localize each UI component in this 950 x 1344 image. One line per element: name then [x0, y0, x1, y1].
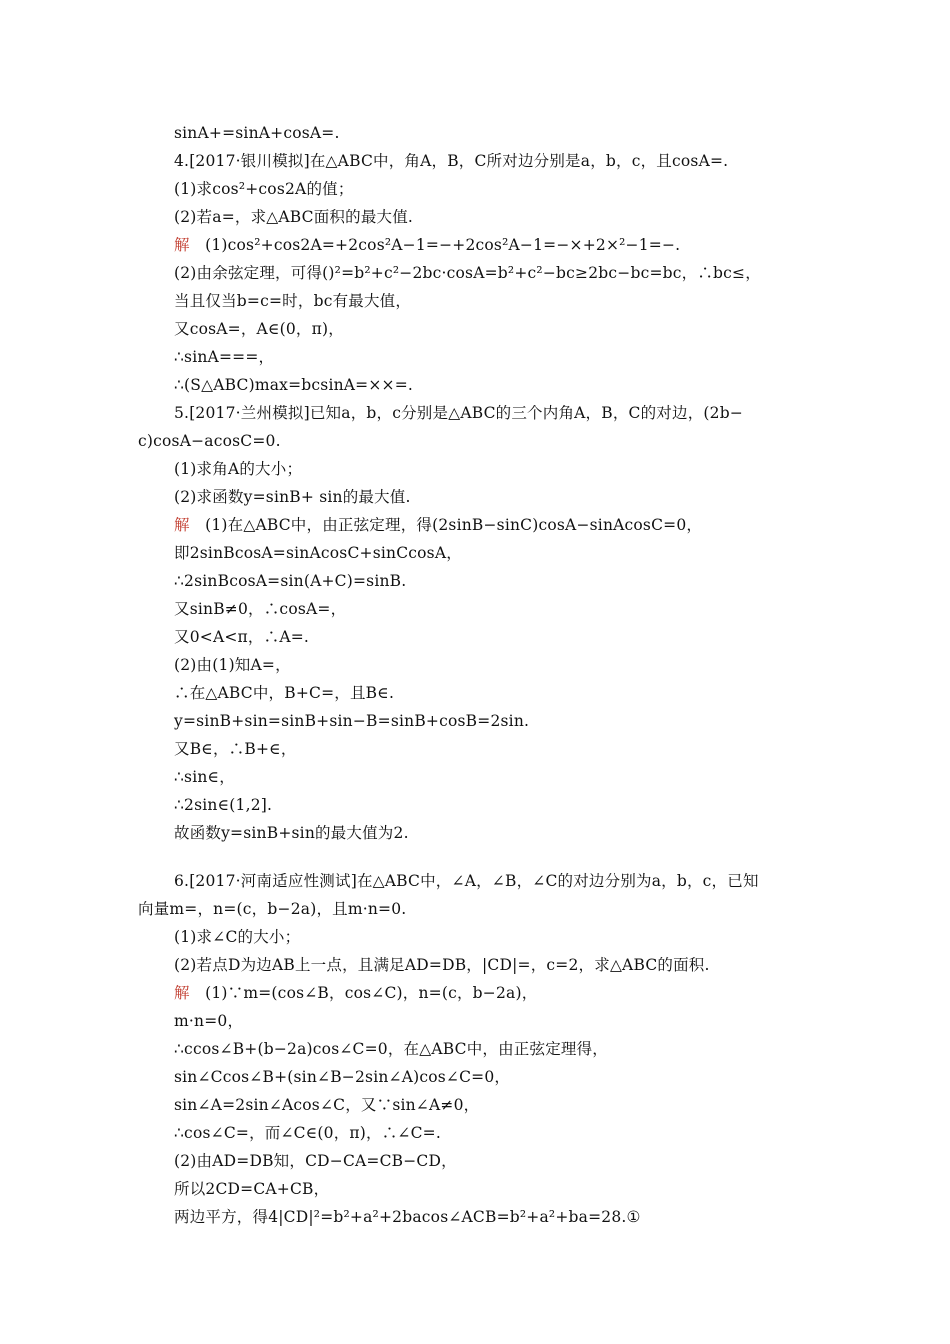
line-text: c)cosA−acosC=0. [138, 432, 281, 450]
text-line [174, 598, 346, 620]
text-line [174, 542, 462, 564]
text-line [138, 430, 281, 452]
text-line [174, 122, 340, 144]
line-text: (2)求函数y=sinB+ sin的最大值. [174, 488, 411, 506]
line-text: sin∠A=2sin∠Acos∠C，又∵sin∠A≠0， [174, 1096, 480, 1114]
line-text: 又cosA=，A∈(0，π)， [174, 320, 344, 338]
line-text: 6.[2017·河南适应性测试]在△ABC中，∠A，∠B，∠C的对边分别为a，b，c，已知 [174, 872, 759, 890]
text-line [174, 1066, 510, 1088]
text-line [138, 898, 406, 920]
line-text: (1)∵m=(cos∠B，cos∠C)，n=(c，b−2a)， [205, 984, 538, 1002]
line-text: 又B∈，∴B+∈， [174, 740, 297, 758]
text-line [174, 206, 413, 228]
line-text: 向量m=，n=(c，b−2a)，且m·n=0. [138, 900, 407, 918]
problem-4-statement [174, 150, 728, 172]
line-text: 4.[2017·银川模拟]在△ABC中，角A，B，C所对边分别是a，b，c，且cosA=. [174, 152, 729, 170]
line-text: (1)求角A的大小； [174, 460, 303, 478]
text-line [174, 766, 235, 788]
text-line [174, 458, 302, 480]
text-line [174, 626, 309, 648]
line-text: (1)cos²+cos2A=+2cos²A−1=−+2cos²A−1=−×+2×²−1=−. [205, 236, 681, 254]
line-text: (2)由余弦定理，可得()²=b²+c²−2bc·cosA=b²+c²−bc≥2bc−bc=bc，∴bc≤， [174, 264, 761, 282]
text-line [174, 710, 529, 732]
line-text: ∴(S△ABC)max=bcsinA=××=. [174, 376, 414, 394]
line-text: 所以2CD=CA+CB， [174, 1180, 330, 1198]
text-line [174, 1122, 441, 1144]
solution-mark: 解 [174, 236, 190, 254]
line-text: ∴sin∈， [174, 768, 235, 786]
text-line [174, 926, 300, 948]
line-text: ∴sinA===， [174, 348, 275, 366]
text-line [174, 794, 272, 816]
text-line [174, 486, 411, 508]
line-text: 5.[2017·兰州模拟]已知a，b，c分别是△ABC的三个内角A，B，C的对边，(2b− [174, 404, 744, 422]
text-line [174, 346, 274, 368]
solution-line [174, 982, 537, 1004]
line-text: (2)若a=，求△ABC面积的最大值. [174, 208, 414, 226]
line-text: ∴2sinBcosA=sin(A+C)=sinB. [174, 572, 407, 590]
text-line [174, 1010, 243, 1032]
problem-6-statement [174, 870, 759, 892]
solution-line [174, 514, 702, 536]
text-line [174, 262, 761, 284]
text-line [174, 290, 411, 312]
solution-mark: 解 [174, 516, 190, 534]
line-text: ∴2sin∈(1,2]. [174, 796, 273, 814]
solution-mark: 解 [174, 984, 190, 1002]
line-text: (1)求cos²+cos2A的值； [174, 180, 354, 198]
solution-line [174, 234, 680, 256]
line-text: (2)由(1)知A=， [174, 656, 291, 674]
text-line [174, 1094, 479, 1116]
text-line [174, 954, 710, 976]
line-text: 两边平方，得4|CD|²=b²+a²+2bacos∠ACB=b²+a²+ba=28.① [174, 1208, 641, 1226]
text-line [174, 318, 344, 340]
text-line [174, 738, 297, 760]
line-text: sin∠Ccos∠B+(sin∠B−2sin∠A)cos∠C=0， [174, 1068, 511, 1086]
text-line [174, 1038, 608, 1060]
text-line [174, 374, 413, 396]
text-line [174, 1150, 457, 1172]
text-line [174, 822, 409, 844]
text-line [174, 1178, 329, 1200]
problem-5-statement [174, 402, 743, 424]
line-text: y=sinB+sin=sinB+sin−B=sinB+cosB=2sin. [174, 712, 530, 730]
line-text: ∴在△ABC中，B+C=，且B∈. [174, 684, 395, 702]
line-text: 当且仅当b=c=时，bc有最大值， [174, 292, 412, 310]
text-line [174, 178, 354, 200]
line-text: (2)由AD=DB知，CD−CA=CB−CD， [174, 1152, 457, 1170]
line-text: 又sinB≠0，∴cosA=， [174, 600, 347, 618]
line-text: ∴cos∠C=，而∠C∈(0，π)，∴∠C=. [174, 1124, 441, 1142]
line-text: sinA+=sinA+cosA=. [174, 124, 340, 142]
line-text: 即2sinBcosA=sinAcosC+sinCcosA， [174, 544, 462, 562]
text-line [174, 570, 406, 592]
text-line [174, 654, 291, 676]
line-text: 又0<A<π，∴A=. [174, 628, 310, 646]
line-text: m·n=0， [174, 1012, 244, 1030]
line-text: (1)求∠C的大小； [174, 928, 301, 946]
line-text: (1)在△ABC中，由正弦定理，得(2sinB−sinC)cosA−sinAcosC=0， [205, 516, 703, 534]
line-text: ∴ccos∠B+(b−2a)cos∠C=0，在△ABC中，由正弦定理得， [174, 1040, 608, 1058]
line-text: (2)若点D为边AB上一点，且满足AD=DB，|CD|=，c=2，求△ABC的面积. [174, 956, 710, 974]
line-text: 故函数y=sinB+sin的最大值为2. [174, 824, 409, 842]
text-line [174, 1206, 641, 1228]
text-line [174, 682, 394, 704]
